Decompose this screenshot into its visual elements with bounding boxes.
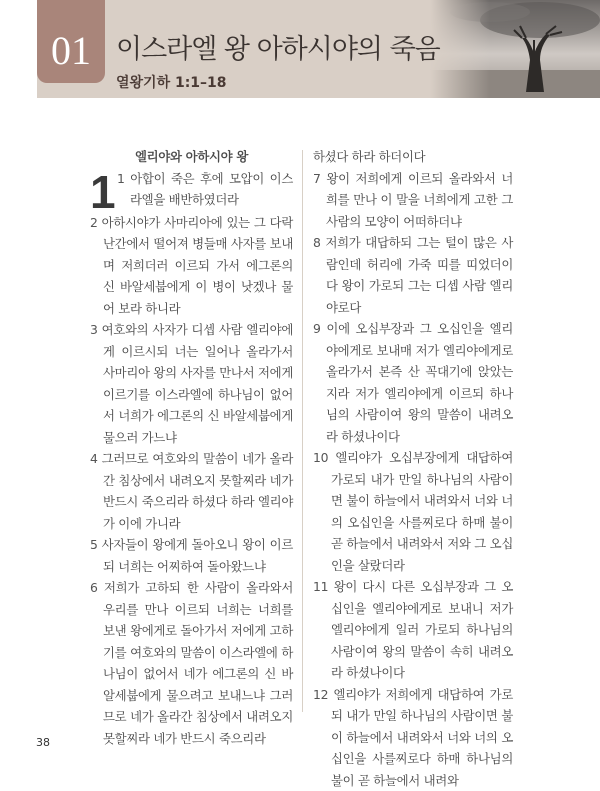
- verse-text: 아합이 죽은 후에 모압이 이스라엘을 배반하였더라: [130, 170, 294, 207]
- chapter-number-box: [37, 0, 105, 83]
- baobab-tree-image: [430, 0, 600, 98]
- verse-text: 왕이 저희에게 이르되 올라와서 너희를 만나 이 말을 너희에게 고한 그 사람의 모양이 어떠하더냐: [326, 170, 513, 229]
- verse-number: 2: [90, 214, 98, 230]
- chapter-title: 이스라엘 왕 아하시야의 죽음: [116, 34, 440, 65]
- verse-number: 10: [313, 450, 329, 465]
- verse-5: [90, 534, 293, 577]
- verse-number: 8: [313, 235, 321, 250]
- verse-8: [313, 232, 513, 318]
- verse-text: 이에 오십부장과 그 오십인을 엘리야에게로 보내매 저가 엘리야에게로 올라가서 본즉 산 꼭대기에 앉았는지라 저가 엘리야에게 이르되 하나님의 사람이여 왕의 말씀이 내려오라 하셨나이다: [326, 321, 513, 444]
- verse-9: [313, 318, 513, 447]
- column-divider: [302, 150, 303, 712]
- scripture-reference: 열왕기하 1:1–18: [116, 75, 227, 91]
- verse-number: 4: [90, 451, 98, 466]
- verse-4: [90, 448, 293, 534]
- chapter-number: 01: [51, 28, 91, 73]
- verse-number: 9: [313, 321, 321, 336]
- left-column: [90, 146, 293, 749]
- verse-text: 저희가 고하되 한 사람이 올라와서 우리를 만나 이르되 너희는 너희를 보낸 왕에게로 돌아가서 저에게 고하기를 여호와의 말씀이 이스라엘에 하나님이 없어서 네가 에그론의 신 바알세붑에게 물으려고 보내느냐 그러므로 네가 올라간 침상에서 내려오지 못할찌라 네가 반드시 죽으리라: [103, 580, 293, 746]
- verse-text: 왕이 다시 다른 오십부장과 그 오십인을 엘리야에게로 보내니 저가 엘리야에게 일러 가로되 하나님의 사람이여 왕의 말씀이 속히 내려오라 하셨나이다: [331, 579, 513, 680]
- verse-number: 1: [117, 170, 125, 186]
- verse-number: 12: [313, 686, 329, 702]
- verse-11: [313, 576, 513, 684]
- right-column: [313, 146, 513, 791]
- section-heading: 엘리야와 아하시야 왕: [134, 149, 249, 164]
- verse-number: 11: [313, 579, 329, 594]
- verse-text: 그러므로 여호와의 말씀이 네가 올라간 침상에서 내려오지 못할찌라 네가 반드시 죽으리라 하셨다 하라 엘리야가 이에 가니라: [101, 451, 293, 531]
- verse-3: [90, 319, 293, 448]
- verse-6: [90, 577, 293, 749]
- verse-10: [313, 447, 513, 576]
- verse-6-continuation: 하셨다 하라 하더이다: [313, 149, 426, 164]
- verse-text: 엘리야가 오십부장에게 대답하여 가로되 내가 만일 하나님의 사람이면 불이 하늘에서 내려와서 너와 너의 오십인을 사를찌로다 하매 불이 곧 하늘에서 내려와서 저와 그 오십인을 살랐더라: [331, 450, 513, 573]
- page-number: 38: [36, 736, 50, 749]
- verse-text: 아하시야가 사마리아에 있는 그 다락 난간에서 떨어져 병들매 사자를 보내며 저희더러 이르되 가서 에그론의 신 바알세붑에게 이 병이 낫겠나 물어 보라 하니라: [101, 214, 293, 316]
- verse-number: 7: [313, 170, 321, 186]
- verse-12: [313, 684, 513, 791]
- verse-7: [313, 168, 513, 233]
- verse-1: [90, 165, 294, 218]
- verse-number: 3: [90, 322, 98, 337]
- verse-text: 여호와의 사자가 디셉 사람 엘리야에게 이르시되 너는 일어나 올라가서 사마리아 왕의 사자를 만나서 저에게 이르기를 이스라엘에 하나님이 없어서 너희가 에그론의 신 바알세붑에게 물으러 가느냐: [101, 322, 293, 445]
- verse-number: 6: [90, 580, 98, 595]
- verse-text: 사자들이 왕에게 돌아오니 왕이 이르되 너희는 어찌하여 돌아왔느냐: [101, 537, 293, 574]
- verse-2: [90, 212, 293, 320]
- verse-text: 저희가 대답하되 그는 털이 많은 사람인데 허리에 가죽 띠를 띠었더이다 왕이 가로되 그는 디셉 사람 엘리야로다: [325, 235, 513, 315]
- verse-text: 엘리야가 저희에게 대답하여 가로되 내가 만일 하나님의 사람이면 불이 하늘에서 내려와서 너와 너의 오십인을 사를찌로다 하매 하나님의 불이 곧 하늘에서 내려와: [331, 686, 514, 788]
- verse-number: 5: [90, 537, 98, 552]
- chapter-dropcap: 1: [90, 165, 116, 218]
